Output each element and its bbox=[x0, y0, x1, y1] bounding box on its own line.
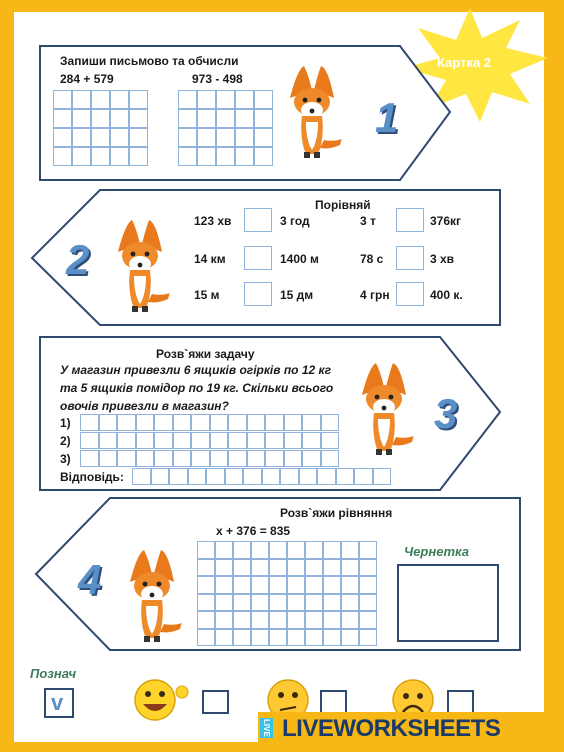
brand-label: LIVEWORKSHEETS bbox=[282, 715, 501, 742]
task3-title: Розв`яжи задачу bbox=[156, 347, 255, 361]
task4-equation: x + 376 = 835 bbox=[216, 524, 291, 538]
compare-value-a: 14 км bbox=[194, 252, 226, 266]
task3-number: 3 bbox=[434, 390, 458, 437]
compare-value-c: 4 грн bbox=[360, 288, 390, 302]
mark-thinking-checkbox[interactable] bbox=[320, 690, 347, 714]
happy-emoji-icon bbox=[135, 680, 188, 720]
mark-happy-checkbox[interactable] bbox=[202, 690, 229, 714]
compare-value-d: 3 хв bbox=[430, 252, 455, 266]
task1-title: Запиши письмово та обчисли bbox=[60, 54, 239, 68]
task3-step2-label: 2) bbox=[60, 434, 71, 448]
brand-bar bbox=[258, 712, 560, 746]
task2-title: Порівняй bbox=[315, 198, 371, 212]
badge-label: Картка 2 bbox=[437, 55, 492, 70]
mark-check-icon: v bbox=[51, 690, 64, 715]
compare-value-a: 123 хв bbox=[194, 214, 232, 228]
mark-label: Познач bbox=[30, 666, 77, 681]
compare-value-c: 3 т bbox=[360, 214, 376, 228]
compare-value-a: 15 м bbox=[194, 288, 220, 302]
task3-problem-line1: У магазин привезли 6 ящиків огірків по 12 кг bbox=[60, 363, 332, 377]
compare-value-b: 3 год bbox=[280, 214, 310, 228]
task3-answer-label: Відповідь: bbox=[60, 470, 124, 484]
task3-problem-line3: овочів привезли в магазин? bbox=[60, 399, 229, 413]
task3-problem-line2: та 5 ящиків помідор по 19 кг. Скільки всього bbox=[60, 381, 334, 395]
mark-sad-checkbox[interactable] bbox=[447, 690, 474, 714]
task2-number: 2 bbox=[66, 236, 90, 283]
compare-value-b: 1400 м bbox=[280, 252, 319, 266]
task4-title: Розв`яжи рівняння bbox=[280, 506, 393, 520]
task1-expr-b: 973 - 498 bbox=[192, 72, 243, 86]
compare-value-b: 15 дм bbox=[280, 288, 314, 302]
compare-value-c: 78 с bbox=[360, 252, 384, 266]
compare-value-d: 376кг bbox=[430, 214, 462, 228]
task3-step3-label: 3) bbox=[60, 452, 71, 466]
task1-number: 1 bbox=[375, 94, 399, 141]
task4-draft-label: Чернетка bbox=[404, 544, 469, 559]
compare-value-d: 400 к. bbox=[430, 288, 463, 302]
task3-step1-label: 1) bbox=[60, 416, 71, 430]
task4-number: 4 bbox=[78, 556, 102, 603]
brand-side-label: LIVE bbox=[262, 719, 271, 737]
task1-expr-a: 284 + 579 bbox=[60, 72, 114, 86]
